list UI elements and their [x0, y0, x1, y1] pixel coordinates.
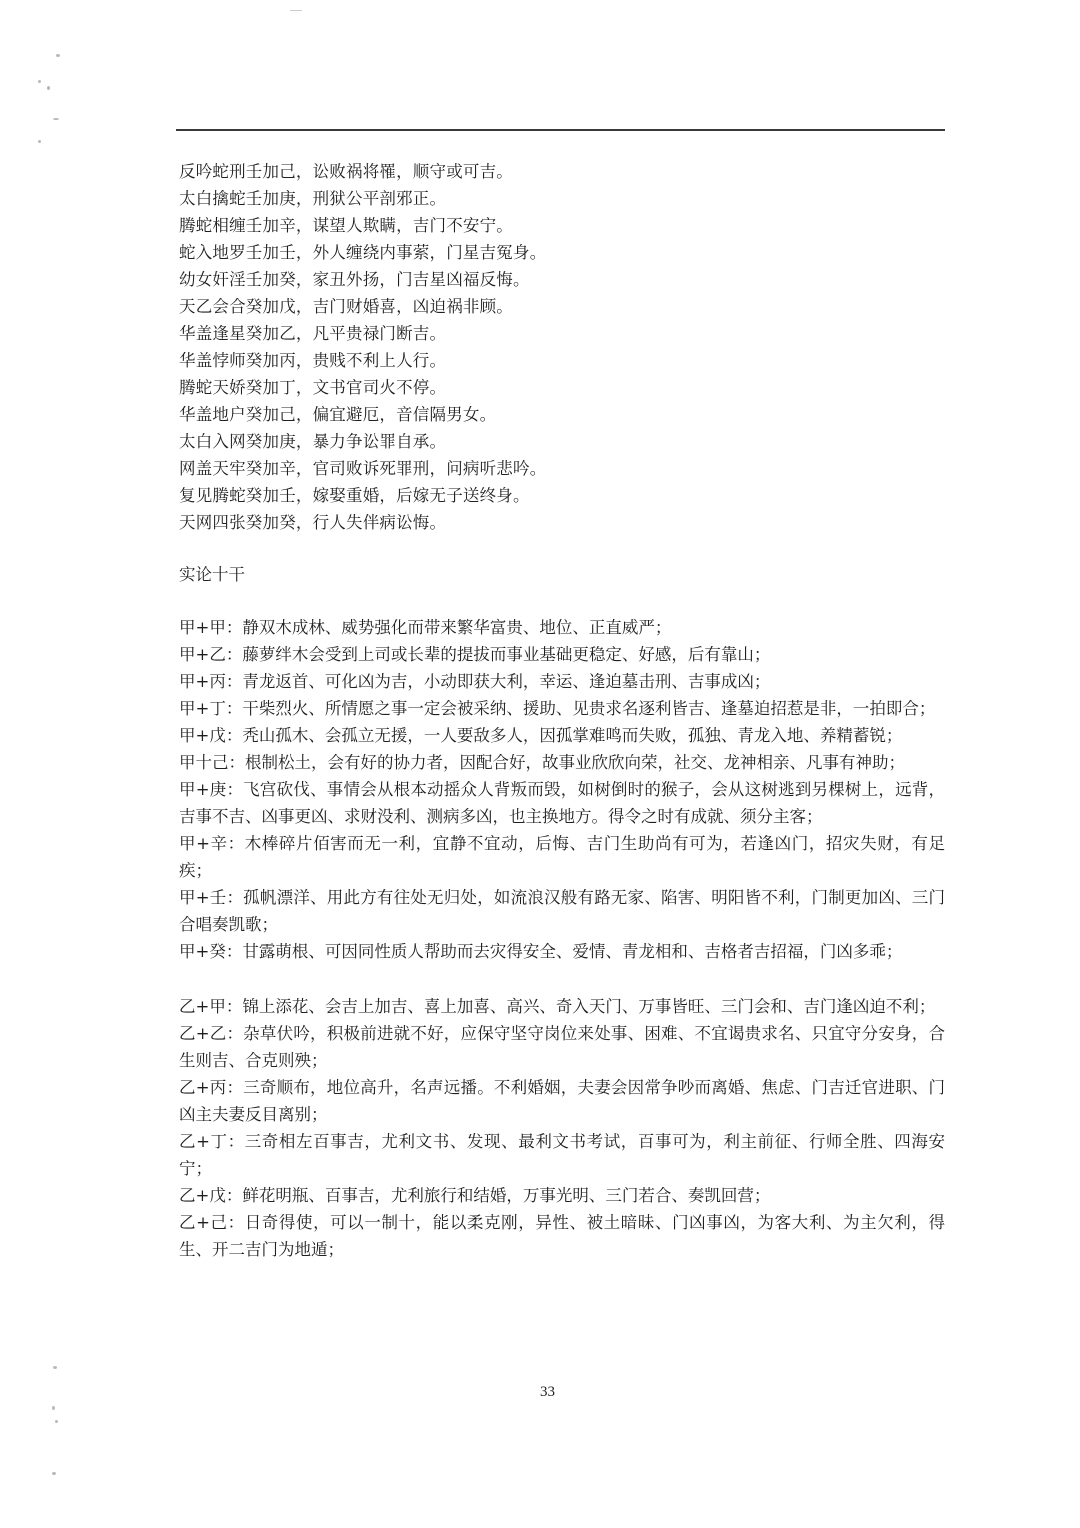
verse-line: 华盖逢星癸加乙，凡平贵禄门断吉。 — [179, 324, 447, 343]
scan-speck — [52, 1472, 56, 1475]
verse-line: 网盖天牢癸加辛，官司败诉死罪刑，问病听悲吟。 — [179, 459, 547, 478]
page-content — [179, 158, 945, 1263]
jia-entry: 甲+癸：甘露萌根、可因同性质人帮助而去灾得安全、爱情、青龙相和、吉格者吉招福，门凶多乖； — [179, 942, 903, 961]
scan-speck — [55, 1420, 58, 1423]
scan-speck — [38, 80, 41, 83]
jia-entry: 甲+辛：木棒碎片佰害而无一利，宜静不宜动，后悔、吉门生助尚有可为，若逢凶门，招灾失财，有足疾； — [179, 834, 945, 880]
jia-entry: 甲+丙：青龙返首、可化凶为吉，小动即获大利，幸运、逢迫墓击刑、吉事成凶； — [179, 672, 771, 691]
section-title: 实论十干 — [179, 565, 245, 584]
scan-mark — [290, 10, 302, 11]
jia-entry: 甲+甲：静双木成林、威势强化而带来繁华富贵、地位、正直威严； — [179, 618, 672, 637]
yi-entry-list — [179, 993, 945, 1263]
yi-entry: 乙+甲：锦上添花、会吉上加吉、喜上加喜、高兴、奇入天门、万事皆旺、三门会和、吉门逢凶迫不利； — [179, 997, 936, 1016]
verse-line: 华盖悖师癸加丙，贵贱不利上人行。 — [179, 351, 447, 370]
jia-entry: 甲+庚：飞宫砍伐、事情会从根本动摇众人背叛而毁，如树倒时的猴子，会从这树逃到另棵树上，远背，吉事不吉、凶事更凶、求财没利、测病多凶，也主换地方。得令之时有成就、须分主客； — [179, 780, 945, 826]
verse-line: 腾蛇天娇癸加丁，文书官司火不停。 — [179, 378, 447, 397]
verse-line: 蛇入地罗壬加壬，外人缠绕内事萦，门星吉冤身。 — [179, 243, 547, 262]
verse-line: 太白入网癸加庚，暴力争讼罪自承。 — [179, 432, 447, 451]
scan-speck — [47, 86, 50, 90]
verse-list — [179, 158, 945, 536]
page-number: 33 — [540, 1384, 555, 1400]
jia-entry: 甲+丁：干柴烈火、所情愿之事一定会被采纳、援助、见贵求名逐利皆吉、逢墓迫招惹是非，一拍即合； — [179, 699, 936, 718]
scan-speck — [52, 1406, 55, 1410]
jia-entry: 甲+乙：藤萝绊木会受到上司或长辈的提拔而事业基础更稳定、好感，后有靠山； — [179, 645, 771, 664]
entry-group-gap — [179, 965, 945, 993]
scan-speck — [38, 140, 41, 143]
jia-entry-list — [179, 614, 945, 965]
yi-entry: 乙+丁：三奇相左百事吉，尤利文书、发现、最利文书考试，百事可为，利主前征、行师全胜、四海安宁； — [179, 1132, 945, 1178]
yi-entry: 乙+己：日奇得使，可以一制十，能以柔克刚，异性、被土暗昧、门凶事凶，为客大利、为主欠利，得生、开二吉门为地遁； — [179, 1213, 945, 1259]
verse-line: 腾蛇相缠壬加辛，谋望人欺瞒，吉门不安宁。 — [179, 216, 513, 235]
scan-speck — [56, 54, 60, 57]
verse-line: 反吟蛇刑壬加己，讼败祸将罹，顺守或可吉。 — [179, 162, 513, 181]
yi-entry: 乙+戊：鲜花明瓶、百事吉，尤利旅行和结婚，万事光明、三门若合、奏凯回营； — [179, 1186, 771, 1205]
verse-line: 幼女奸淫壬加癸，家丑外扬，门吉星凶福反悔。 — [179, 270, 530, 289]
verse-line: 华盖地户癸加己，偏宜避厄，音信隔男女。 — [179, 405, 497, 424]
yi-entry: 乙+丙：三奇顺布，地位高升，名声远播。不利婚姻，夫妻会因常争吵而离婚、焦虑、门吉迁官进职、门凶主夫妻反目离别； — [179, 1078, 945, 1124]
verse-line: 天网四张癸加癸，行人失伴病讼悔。 — [179, 513, 447, 532]
scan-speck — [53, 118, 59, 120]
jia-entry: 甲十己：根制松土，会有好的协力者，因配合好，故事业欣欣向荣，社交、龙神相亲、凡事有神助； — [179, 753, 905, 772]
header-rule — [176, 129, 945, 131]
jia-entry: 甲+戊：秃山孤木、会孤立无援，一人要敌多人，因孤掌难鸣而失败，孤独、青龙入地、养精蓄锐； — [179, 726, 903, 745]
scan-speck — [53, 1366, 57, 1369]
verse-line: 太白擒蛇壬加庚，刑狱公平剖邪正。 — [179, 189, 447, 208]
jia-entry: 甲+壬：孤帆漂洋、用此方有往处无归处，如流浪汉般有路无家、陷害、明阳皆不利，门制更加凶、三门合唱奏凯歌； — [179, 888, 945, 934]
verse-line: 天乙会合癸加戊，吉门财婚喜，凶迫祸非顾。 — [179, 297, 513, 316]
verse-line: 复见腾蛇癸加壬，嫁娶重婚，后嫁无子送终身。 — [179, 486, 530, 505]
yi-entry: 乙+乙：杂草伏吟，积极前进就不好，应保守坚守岗位来处事、困难、不宜谒贵求名、只宜守分安身，合生则吉、合克则殃； — [179, 1024, 945, 1070]
